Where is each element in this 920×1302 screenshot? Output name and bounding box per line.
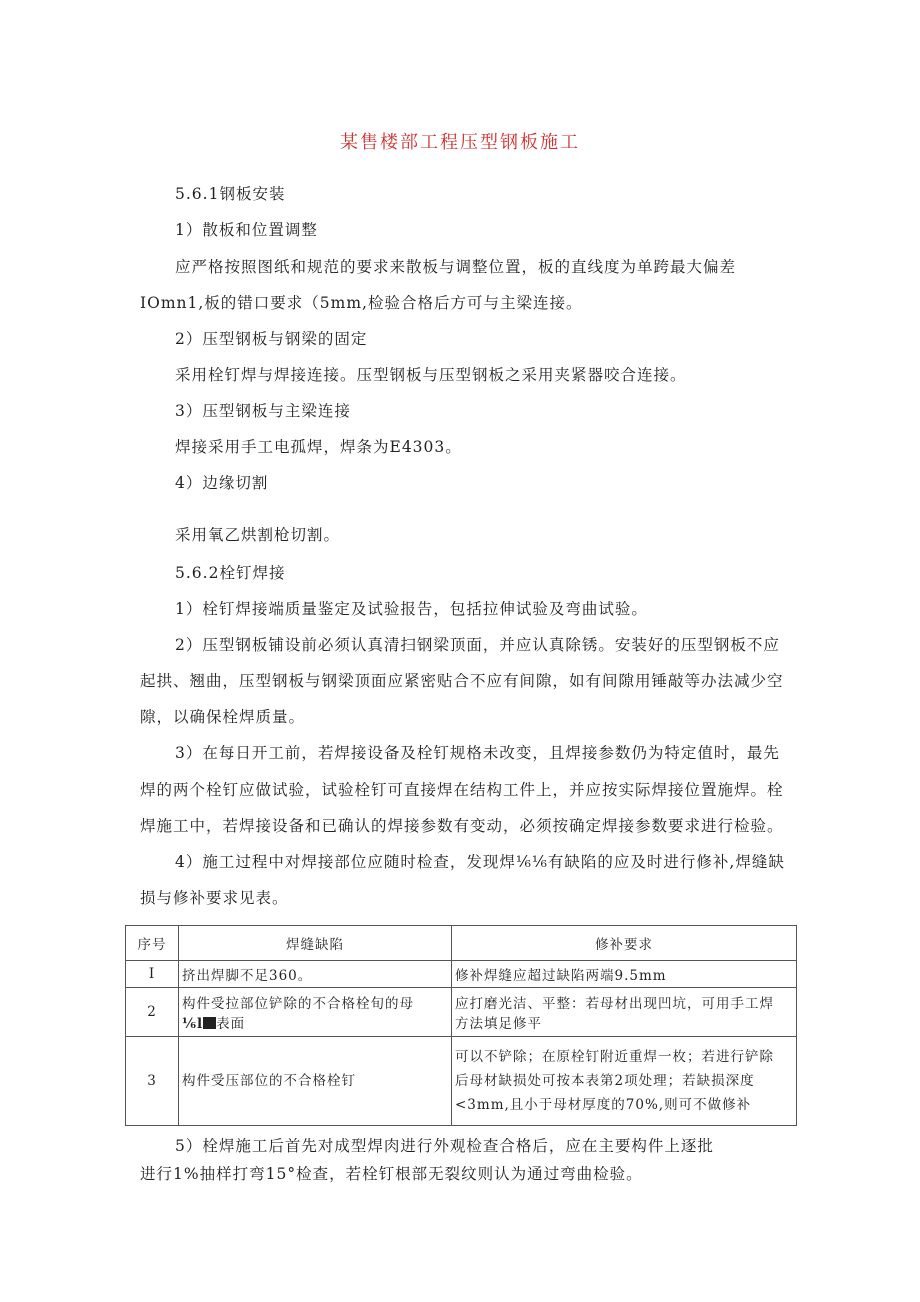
repair-text: 后母材缺损处可按本表第2项处理；若缺损深度: [455, 1073, 755, 1089]
paragraph-line: 损与修补要求见表。: [140, 889, 289, 907]
defect-text: 构件受拉部位铲除的不合格栓旬的母: [182, 996, 414, 1012]
paragraph-line: 焊的两个栓钉应做试验，试验栓钉可直接焊在结构工件上，并应按实际焊接位置施焊。栓: [140, 781, 784, 799]
defect-cell: [179, 988, 452, 1037]
header-defect: 焊缝缺陷: [179, 926, 452, 961]
table-row: [126, 988, 797, 1037]
repair-text: <3mm,且小于母材厚度的70%,则可不做修补: [455, 1097, 752, 1113]
paragraph-line: 5）栓焊施工后首先对成型焊肉进行外观检查合格后，应在主要构件上逐批: [175, 1137, 714, 1155]
paragraph-line: 起拱、翘曲，压型钢板与钢梁顶面应紧密贴合不应有间隙，如有间隙用锤敲等办法减少空: [140, 672, 784, 690]
subsection-heading: 4）边缘切割: [175, 474, 269, 492]
defect-cell: [179, 961, 452, 988]
paragraph-line: 采用氧乙烘割枪切割。: [175, 526, 341, 544]
defect-text: 构件受压部位的不合格栓钉: [182, 1073, 356, 1089]
paragraph-line: 1）栓钉焊接端质量鉴定及试验报告，包括拉伸试验及弯曲试验。: [175, 600, 648, 618]
subsection-heading: 3）压型钢板与主梁连接: [175, 402, 351, 420]
repair-cell: [452, 961, 797, 988]
repair-cell: [452, 1037, 797, 1126]
repair-cell: [452, 988, 797, 1037]
defect-text: 挤出焊脚不足360。: [182, 968, 313, 984]
paragraph-line: 4）施工过程中对焊接部位应随时检查，发现焊⅙⅙有缺陷的应及时进行修补,焊缝缺: [175, 853, 785, 871]
paragraph-line: 应严格按照图纸和规范的要求来散板与调整位置，板的直线度为单跨最大偏差: [175, 258, 737, 276]
row-number: 2: [126, 988, 179, 1037]
document-title: 某售楼部工程压型钢板施工: [340, 132, 580, 153]
paragraph-line: 隙，以确保栓焊质量。: [140, 708, 306, 726]
defect-text: 表面: [216, 1016, 246, 1032]
defect-cell: [179, 1037, 452, 1126]
defect-text: ⅙l: [182, 1016, 204, 1032]
section-heading: 5.6.2栓钉焊接: [175, 564, 286, 582]
table-row: [126, 961, 797, 988]
subsection-heading: 2）压型钢板与钢梁的固定: [175, 330, 368, 348]
paragraph-line: 焊接采用手工电孤焊，焊条为E4303。: [175, 438, 462, 456]
defect-repair-table: [125, 925, 797, 1126]
repair-text: 方法填足修平: [455, 1016, 542, 1032]
row-number: I: [126, 961, 179, 988]
subsection-heading: 1）散板和位置调整: [175, 221, 318, 239]
repair-text: 修补焊缝应超过缺陷两端9.5mm: [455, 968, 667, 984]
paragraph-line: 采用栓钉焊与焊接连接。压型钢板与压型钢板之采用夹紧器咬合连接。: [175, 366, 687, 384]
paragraph-line: 2）压型钢板铺设前必须认真清扫钢梁顶面，并应认真除锈。安装好的压型钢板不应: [175, 636, 780, 654]
repair-text: 可以不铲除；在原栓钉附近重焊一枚；若进行铲除: [455, 1049, 774, 1065]
paragraph-line: 进行1%抽样打弯15°检查，若栓钉根部无裂纹则认为通过弯曲检验。: [140, 1165, 643, 1183]
table-header-row: [126, 926, 797, 961]
row-number: 3: [126, 1037, 179, 1126]
section-heading: 5.6.1钢板安装: [175, 185, 286, 203]
repair-text: 应打磨光洁、平整：若母材出现凹坑，可用手工焊: [455, 996, 774, 1012]
header-serial: 序号: [126, 926, 179, 961]
paragraph-line: 3）在每日开工前，若焊接设备及栓钉规格未改变，且焊接参数仍为特定值时，最先: [175, 744, 780, 762]
table-row: [126, 1037, 797, 1126]
header-repair: 修补要求: [452, 926, 797, 961]
redaction-block: [203, 1017, 216, 1029]
paragraph-line: 焊施工中，若焊接设备和已确认的焊接参数有变动，必须按确定焊接参数要求进行检验。: [140, 817, 784, 835]
paragraph-line: IOmn1,板的错口要求（5mm,检验合格后方可与主梁连接。: [140, 294, 583, 312]
